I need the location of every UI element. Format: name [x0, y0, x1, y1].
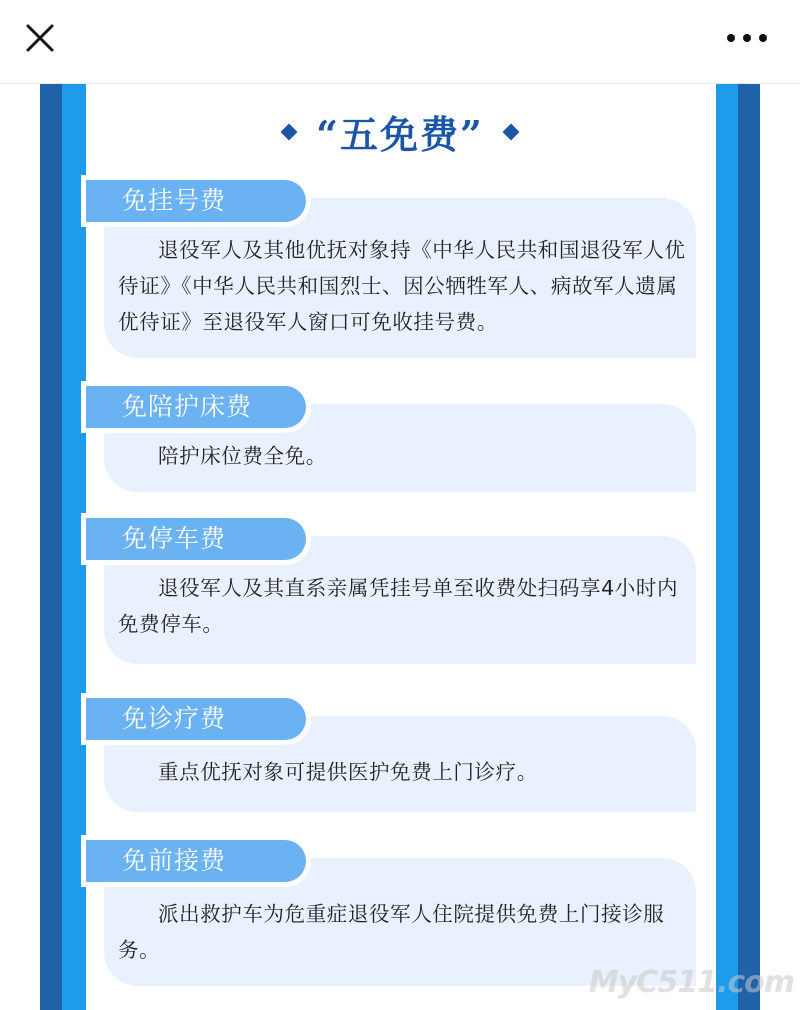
section-label: 免停车费 [86, 518, 306, 560]
section-bed-fee [40, 386, 760, 496]
poster-heading [40, 104, 760, 164]
close-icon [20, 18, 60, 58]
section-label: 免陪护床费 [86, 386, 306, 428]
diamond-icon [281, 123, 298, 140]
section-text: 重点优抚对象可提供医护免费上门诊疗。 [158, 760, 538, 784]
section-registration-fee [40, 180, 760, 360]
section-parking-fee [40, 518, 760, 668]
more-icon [724, 26, 770, 50]
section-label: 免前接费 [86, 840, 306, 882]
poster-image [40, 84, 760, 1010]
section-label: 免挂号费 [86, 180, 306, 222]
site-watermark: MyC511.com [588, 965, 794, 1000]
poster-title: “五免费” [316, 112, 484, 157]
section-text: 派出救护车为危重症退役军人住院提供免费上门接诊服务。 [118, 902, 665, 962]
section-text: 陪护床位费全免。 [158, 444, 327, 468]
section-text: 退役军人及其他优抚对象持《中华人民共和国退役军人优待证》《中华人民共和国烈士、因公牺牲军人、病故军人遗属优待证》至退役军人窗口可免收挂号费。 [118, 238, 686, 334]
close-button[interactable] [20, 18, 60, 58]
section-treatment-fee [40, 698, 760, 816]
diamond-icon [502, 123, 519, 140]
more-options-button[interactable] [724, 26, 770, 50]
section-text: 退役军人及其直系亲属凭挂号单至收费处扫码享4小时内免费停车。 [118, 576, 679, 636]
top-bar [0, 0, 800, 84]
section-label: 免诊疗费 [86, 698, 306, 740]
